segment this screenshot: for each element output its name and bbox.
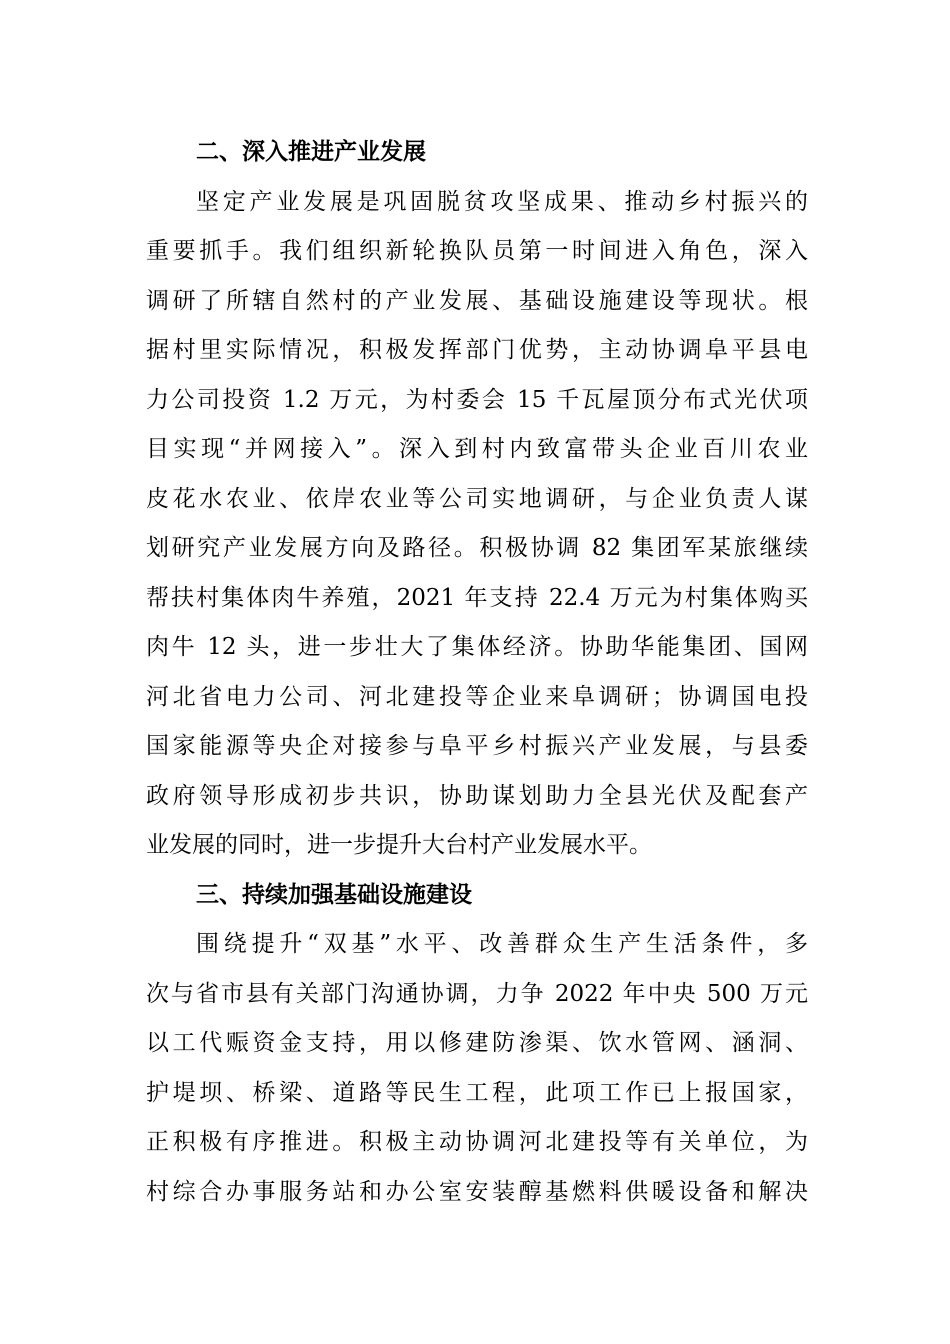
paragraph-line: 河北省电力公司、河北建投等企业来阜调研；协调国电投 [146,683,808,710]
section-heading-industry: 二、深入推进产业发展 [196,139,426,165]
paragraph-line: 国家能源等央企对接参与阜平乡村振兴产业发展，与县委 [146,733,808,759]
section-body-infrastructure [146,920,808,1217]
paragraph-line: 业发展的同时，进一步提升大台村产业发展水平。 [146,832,652,858]
paragraph-line: 政府领导形成初步共识，协助谋划助力全县光伏及配套产 [146,782,808,809]
paragraph-line: 皮花水农业、依岸农业等公司实地调研，与企业负责人谋 [146,485,808,512]
paragraph-line: 重要抓手。我们组织新轮换队员第一时间进入角色，深入 [146,238,808,264]
paragraph-line: 以工代赈资金支持，用以修建防渗渠、饮水管网、涵洞、 [146,1030,808,1056]
paragraph-line: 调研了所辖自然村的产业发展、基础设施建设等现状。根 [146,287,808,314]
section-heading-infrastructure: 三、持续加强基础设施建设 [196,881,472,908]
paragraph-line: 划研究产业发展方向及路径。积极协调 82 集团军某旅继续 [146,535,808,561]
paragraph-line: 目实现“并网接入”。深入到村内致富带头企业百川农业 [146,436,808,462]
paragraph-line: 村综合办事服务站和办公室安装醇基燃料供暖设备和解决 [146,1178,808,1205]
paragraph-line: 力公司投资 1.2 万元，为村委会 15 千瓦屋顶分布式光伏项 [146,386,808,413]
section-body-industry [146,178,808,871]
paragraph-line: 帮扶村集体肉牛养殖，2021 年支持 22.4 万元为村集体购买 [146,584,808,611]
paragraph-line: 围绕提升“双基”水平、改善群众生产生活条件，多 [196,931,808,957]
paragraph-line: 肉牛 12 头，进一步壮大了集体经济。协助华能集团、国网 [146,634,808,660]
paragraph-line: 坚定产业发展是巩固脱贫攻坚成果、推动乡村振兴的 [196,188,808,215]
paragraph-line: 次与省市县有关部门沟通协调，力争 2022 年中央 500 万元 [146,980,808,1007]
document-body [146,128,808,1217]
paragraph-line: 护堤坝、桥梁、道路等民生工程，此项工作已上报国家， [146,1079,808,1106]
paragraph-line: 据村里实际情况，积极发挥部门优势，主动协调阜平县电 [146,337,808,363]
paragraph-line: 正积极有序推进。积极主动协调河北建投等有关单位，为 [146,1129,808,1155]
